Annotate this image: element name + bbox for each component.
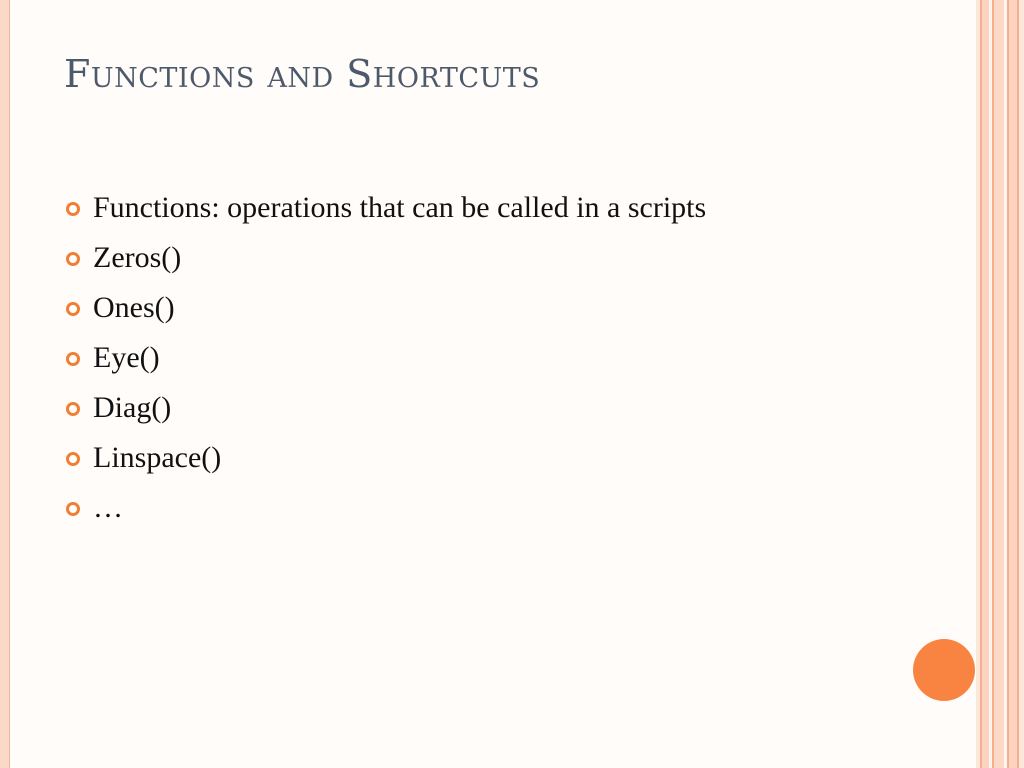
stripe [994,0,1004,768]
right-stripes-decoration [976,0,1024,768]
hollow-circle-bullet-icon [66,252,80,266]
bullet-text: … [93,491,123,524]
bullet-item [64,338,824,378]
bullet-item [64,488,824,528]
stripe [1009,0,1017,768]
bullet-text: Diag() [93,391,172,424]
slide-title: Functions and Shortcuts [64,52,541,96]
bullet-text: Linspace() [93,441,222,474]
hollow-circle-bullet-icon [66,402,80,416]
orange-circle-icon [913,639,975,701]
bullet-item [64,238,824,278]
bullet-list [64,188,824,538]
stripe [1019,0,1024,768]
hollow-circle-bullet-icon [66,502,80,516]
bullet-text: Functions: operations that can be called in a scripts [93,191,707,224]
bullet-item [64,438,824,478]
hollow-circle-bullet-icon [66,302,80,316]
bullet-item [64,388,824,428]
hollow-circle-bullet-icon [66,352,80,366]
bullet-text: Eye() [93,341,160,374]
hollow-circle-bullet-icon [66,202,80,216]
bullet-item [64,188,824,228]
bullet-text: Ones() [93,291,175,324]
stripe [982,0,989,768]
hollow-circle-bullet-icon [66,452,80,466]
left-border-decoration [0,0,10,768]
bullet-text: Zeros() [93,241,182,274]
bullet-item [64,288,824,328]
